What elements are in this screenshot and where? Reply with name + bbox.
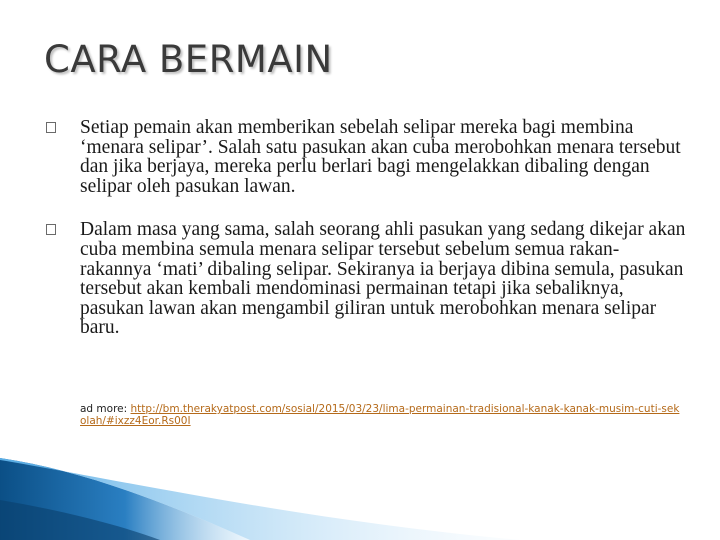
- source-link[interactable]: http://bm.therakyatpost.com/sosial/2015/03/23/lima-permainan-tradisional-kanak-kanak-musim-cuti-sekolah/#ixzz4Eor.Rs00I: [80, 403, 680, 427]
- bullet-text: Dalam masa yang sama, salah seorang ahli pasukan yang sedang dikejar akan cuba membina semula menara selipar tersebut sebelum semua rakan-rakannya ‘mati’ dibaling selipar. Sekiranya ia berjaya dibina semula, pasukan tersebut akan kembali mendominasi permainan tetapi jika sebaliknya, pasukan lawan akan mengambil giliran untuk merobohkan menara selipar baru.: [80, 219, 686, 339]
- bullet-square-icon: [46, 122, 56, 133]
- bullet-square-icon: [46, 224, 56, 235]
- source-note: [80, 403, 684, 427]
- corner-decoration: [0, 440, 720, 540]
- bullet-item: [46, 118, 686, 196]
- bullet-item: [46, 220, 686, 338]
- source-prefix: ad more:: [80, 403, 131, 415]
- bullet-list: [46, 118, 686, 362]
- slide-title: CARA BERMAIN: [44, 38, 333, 81]
- bullet-text: Setiap pemain akan memberikan sebelah selipar mereka bagi membina ‘menara selipar’. Salah satu pasukan akan cuba merobohkan menara tersebut dan jika berjaya, mereka perlu berlari bagi mengelakkan dibaling dengan selipar oleh pasukan lawan.: [80, 117, 681, 197]
